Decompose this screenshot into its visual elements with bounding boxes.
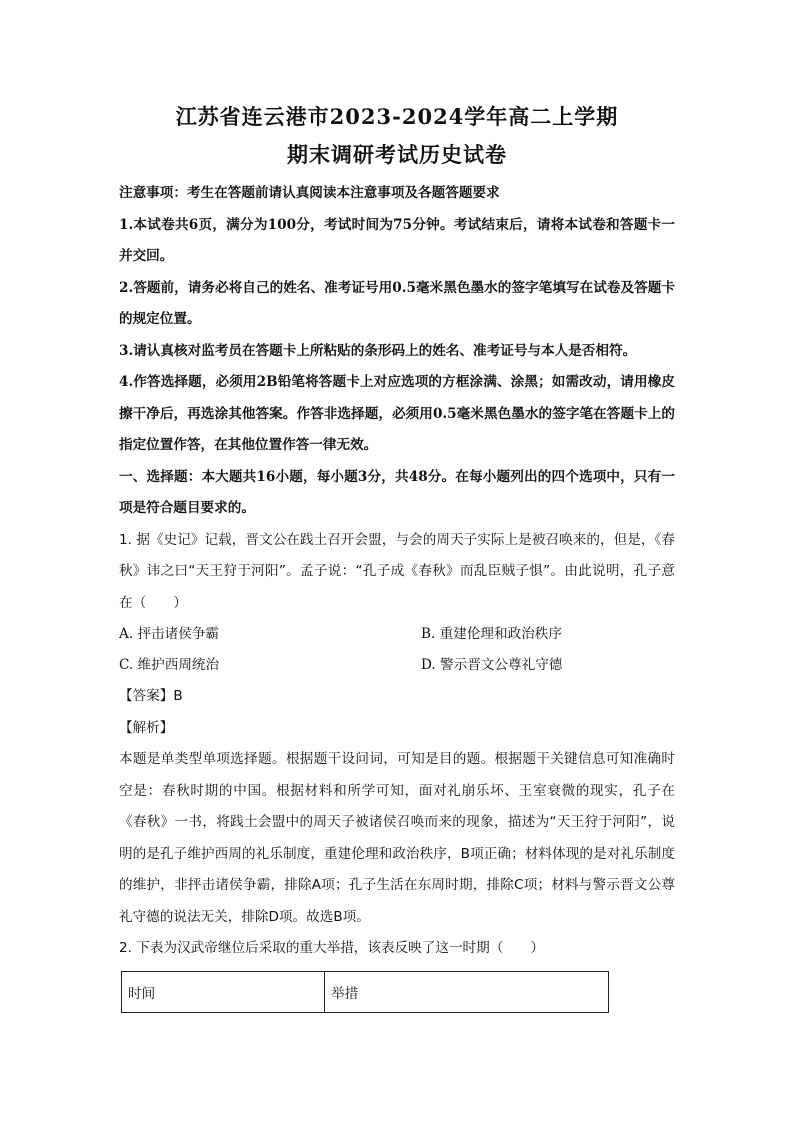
question-1-analysis: 本题是单类型单项选择题。根据题干设问词，可知是目的题。根据题干关键信息可知准确时空是：春秋时期的中国。根据材料和所学可知，面对礼崩乐坏、王室衰微的现实，孔子在《春秋》一书，将践土会盟中的周天子被诸侯召唤而来的现象，描述为“天王狩于河阳”，说明的是孔子维护西周的礼乐制度，重建伦理和政治秩序，B项正确；材料体现的是对礼乐制度的维护，非抨击诸侯争霸，排除A项；孔子生活在东周时期，排除C项；材料与警示晋文公尊礼守德的说法无关，排除D项。故选B项。 — [119, 751, 675, 925]
page-content — [119, 100, 675, 1013]
notice-item-1: 1.本试卷共6页，满分为100分，考试时间为75分钟。考试结束后，请将本试卷和答题卡一并交回。 — [119, 216, 675, 264]
question-2-table — [121, 971, 609, 1013]
question-1-analysis-label: 【解析】 — [119, 719, 174, 736]
notice-heading: 注意事项：考生在答题前请认真阅读本注意事项及各题答题要求 — [119, 185, 500, 201]
table-header-row — [122, 971, 609, 1012]
table-header-measures: 举措 — [325, 971, 609, 1012]
document-title-line2: 期末调研考试历史试卷 — [287, 142, 507, 167]
notice-item-4: 4.作答选择题，必须用2B铅笔将答题卡上对应选项的方框涂满、涂黑；如需改动，请用橡皮擦干净后，再选涂其他答案。作答非选择题，必须用0.5毫米黑色墨水的签字笔在答题卡上的指定位置作答，在其他位置作答一律无效。 — [119, 374, 675, 453]
question-1-option-b: B. 重建伦理和政治秩序 — [421, 626, 562, 642]
question-1-options-row2 — [119, 650, 675, 681]
table-header-time: 时间 — [122, 971, 325, 1012]
question-1-stem: 1. 据《史记》记载，晋文公在践土召开会盟，与会的周天子实际上是被召唤来的，但是，《春秋》讳之曰“天王狩于河阳”。孟子说：“孔子成《春秋》而乱臣贼子惧”。由此说明，孔子意在（ ） — [119, 531, 675, 611]
notice-item-3: 3.请认真核对监考员在答题卡上所粘贴的条形码上的姓名、准考证号与本人是否相符。 — [119, 342, 637, 359]
question-1-option-d: D. 警示晋文公尊礼守德 — [421, 657, 563, 673]
document-title-line1: 江苏省连云港市2023-2024学年高二上学期 — [175, 104, 619, 129]
question-1-option-a: A. 抨击诸侯争霸 — [119, 626, 220, 642]
question-2-stem: 2. 下表为汉武帝继位后采取的重大举措，该表反映了这一时期（ ） — [119, 940, 545, 956]
section-heading-multiple-choice: 一、选择题：本大题共16小题，每小题3分，共48分。在每小题列出的四个选项中，只有一项是符合题目要求的。 — [119, 468, 675, 516]
question-1-option-c: C. 维护西周统治 — [119, 657, 220, 673]
notice-item-2: 2.答题前，请务必将自己的姓名、准考证号用0.5毫米黑色墨水的签字笔填写在试卷及答题卡的规定位置。 — [119, 279, 675, 327]
question-1-options-row1 — [119, 619, 675, 650]
question-1-answer: 【答案】B — [119, 688, 183, 704]
